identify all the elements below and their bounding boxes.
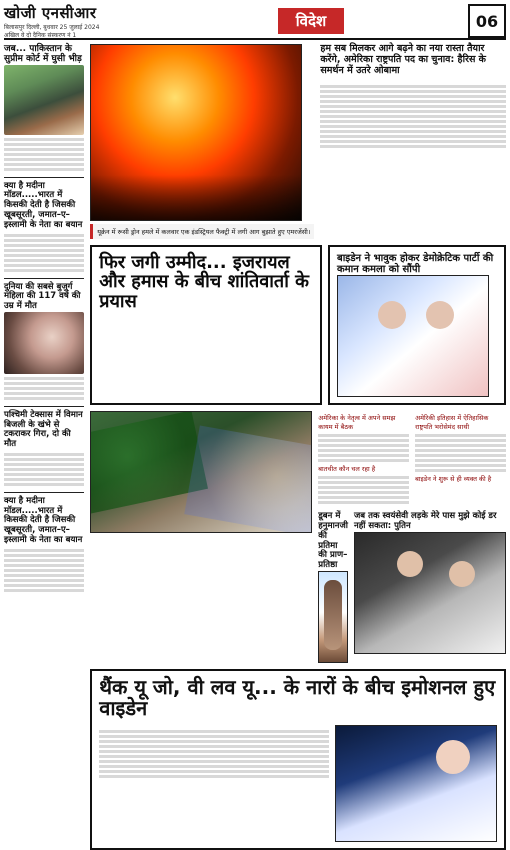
- page-header: [4, 4, 506, 40]
- left-story-3-body: [4, 377, 84, 400]
- top-right-story: [320, 44, 506, 239]
- mid-left-body-2: [318, 476, 409, 504]
- left-headline-5: क्या है मदीना मॉडल.....भारत में किसकी देती है जिसकी खूबसूरती, जमात–ए–इस्लामी के नेता का बयान: [4, 495, 83, 545]
- left-headline-4: पश्चिमी टेक्सास में विमान बिजली के खंभे से टकराकर गिरा, दो की मौत: [4, 409, 83, 450]
- left-story-1: [4, 44, 84, 178]
- left-story-5-body: [4, 549, 84, 592]
- mid-right-col: [415, 411, 506, 506]
- putin-block: [354, 512, 506, 663]
- left-story-1-body: [4, 138, 84, 171]
- bottom-banner: [90, 669, 506, 850]
- left-story-4: [4, 411, 84, 493]
- statue-headline: डूबन में हनुमानजी की प्रतिमा की प्राण–प्रतिष्ठा: [318, 511, 348, 571]
- bottom-title: थैंक यू जो, वी लव यू... के नारों के बीच इमोशनल हुए वाइडेन: [99, 674, 496, 720]
- top-row: [90, 44, 506, 239]
- left-story-5: [4, 497, 84, 598]
- left-story-4-body: [4, 453, 84, 486]
- putin-photo: [354, 532, 506, 654]
- fire-block: [90, 44, 314, 239]
- left-story-2-body: [4, 234, 84, 272]
- page-number: 06: [468, 4, 506, 38]
- mid-right-kicker: अमेरिकी इतिहास में ऐतिहासिक राष्ट्रपति भरोसेमंद साथी: [415, 414, 489, 432]
- protest-photo: [90, 411, 312, 533]
- statue-putin-row: [318, 512, 506, 663]
- top-right-headline: हम सब मिलकर आगे बढ़ने का नया रास्ता तैयार करेंगे, अमेरिका राष्ट्रपति पद का चुनाव: हैरिस के समर्थन में उतरे ओबामा: [320, 43, 486, 76]
- mid-kicker: अमेरिका के नेतृत्व में अपने समझ कायम में बैठक: [318, 414, 396, 432]
- oldest-woman-photo: [4, 312, 84, 374]
- left-headline-2: क्या है मदीना मॉडल.....भारत में किसकी देती है जिसकी खूबसूरती, जमात–ए–इस्लामी के नेता का बयान: [4, 180, 83, 230]
- mid-subhead: बातचीत कौन चल रहा है: [318, 465, 376, 474]
- left-column: [4, 44, 84, 850]
- israel-hamas-title: फिर जगी उम्मीद... इजरायल और हमास के बीच शांतिवार्ता के प्रयास: [99, 252, 309, 312]
- mid-row: [90, 411, 506, 663]
- left-story-2: [4, 182, 84, 279]
- header-meta-2: अखिल वे दो दैनिक संस्करण नं 1: [4, 32, 77, 39]
- pakistan-court-photo: [4, 65, 84, 135]
- headline-banner-row: [90, 245, 506, 405]
- statue-block: [318, 512, 348, 663]
- left-headline-3: दुनिया की सबसे बुजुर्ग महिला की 117 वर्ष की उम्र में मौत: [4, 281, 81, 312]
- main-column: [90, 44, 506, 850]
- mid-columns: [318, 411, 506, 663]
- israel-hamas-banner: [90, 245, 322, 405]
- top-right-body: [320, 83, 506, 150]
- left-headline-1: जब... पाकिस्तान के सुप्रीम कोर्ट में घुसी भीड़: [4, 44, 82, 65]
- biden-kamala-banner: [328, 245, 506, 405]
- hanuman-statue-photo: [318, 571, 348, 663]
- mid-left-body: [318, 434, 409, 462]
- section-header: [154, 8, 468, 34]
- bottom-body: [99, 728, 329, 842]
- putin-headline: जब तक स्वयंसेवी लड़के मेरे पास मुझे कोई डर नहीं सकता: पुतिन: [354, 511, 497, 532]
- section-title: विदेश: [278, 8, 344, 34]
- mid-right-body: [415, 434, 506, 472]
- mid-side-title: बाइडेन ने शुरू से ही व्यक्त की है: [415, 475, 492, 484]
- content-grid: [4, 44, 506, 850]
- biden-kamala-photo: [337, 275, 489, 397]
- mid-left-col: [318, 411, 409, 506]
- fire-caption: यूक्रेन में रूसी ड्रोन हमले में कलवार एक इंडस्ट्रियल फैक्ट्री में लगी आग बुझाते हुए एमरजेंसी।: [90, 224, 314, 239]
- masthead-block: [4, 3, 154, 39]
- biden-kamala-headline: बाइडेन ने भावुक होकर डेमोक्रेटिक पार्टी की कमान कमला को सौंपी: [337, 253, 494, 276]
- header-meta-1: बिलासपुर दिल्ली, बुधवार 25 जुलाई 2024: [4, 24, 100, 31]
- fire-photo: [90, 44, 302, 221]
- masthead: खोजी एनसीआर: [4, 4, 97, 22]
- mid-two-columns: [318, 411, 506, 506]
- left-story-3: [4, 283, 84, 407]
- biden-photo: [335, 725, 497, 842]
- bottom-row: [99, 725, 497, 842]
